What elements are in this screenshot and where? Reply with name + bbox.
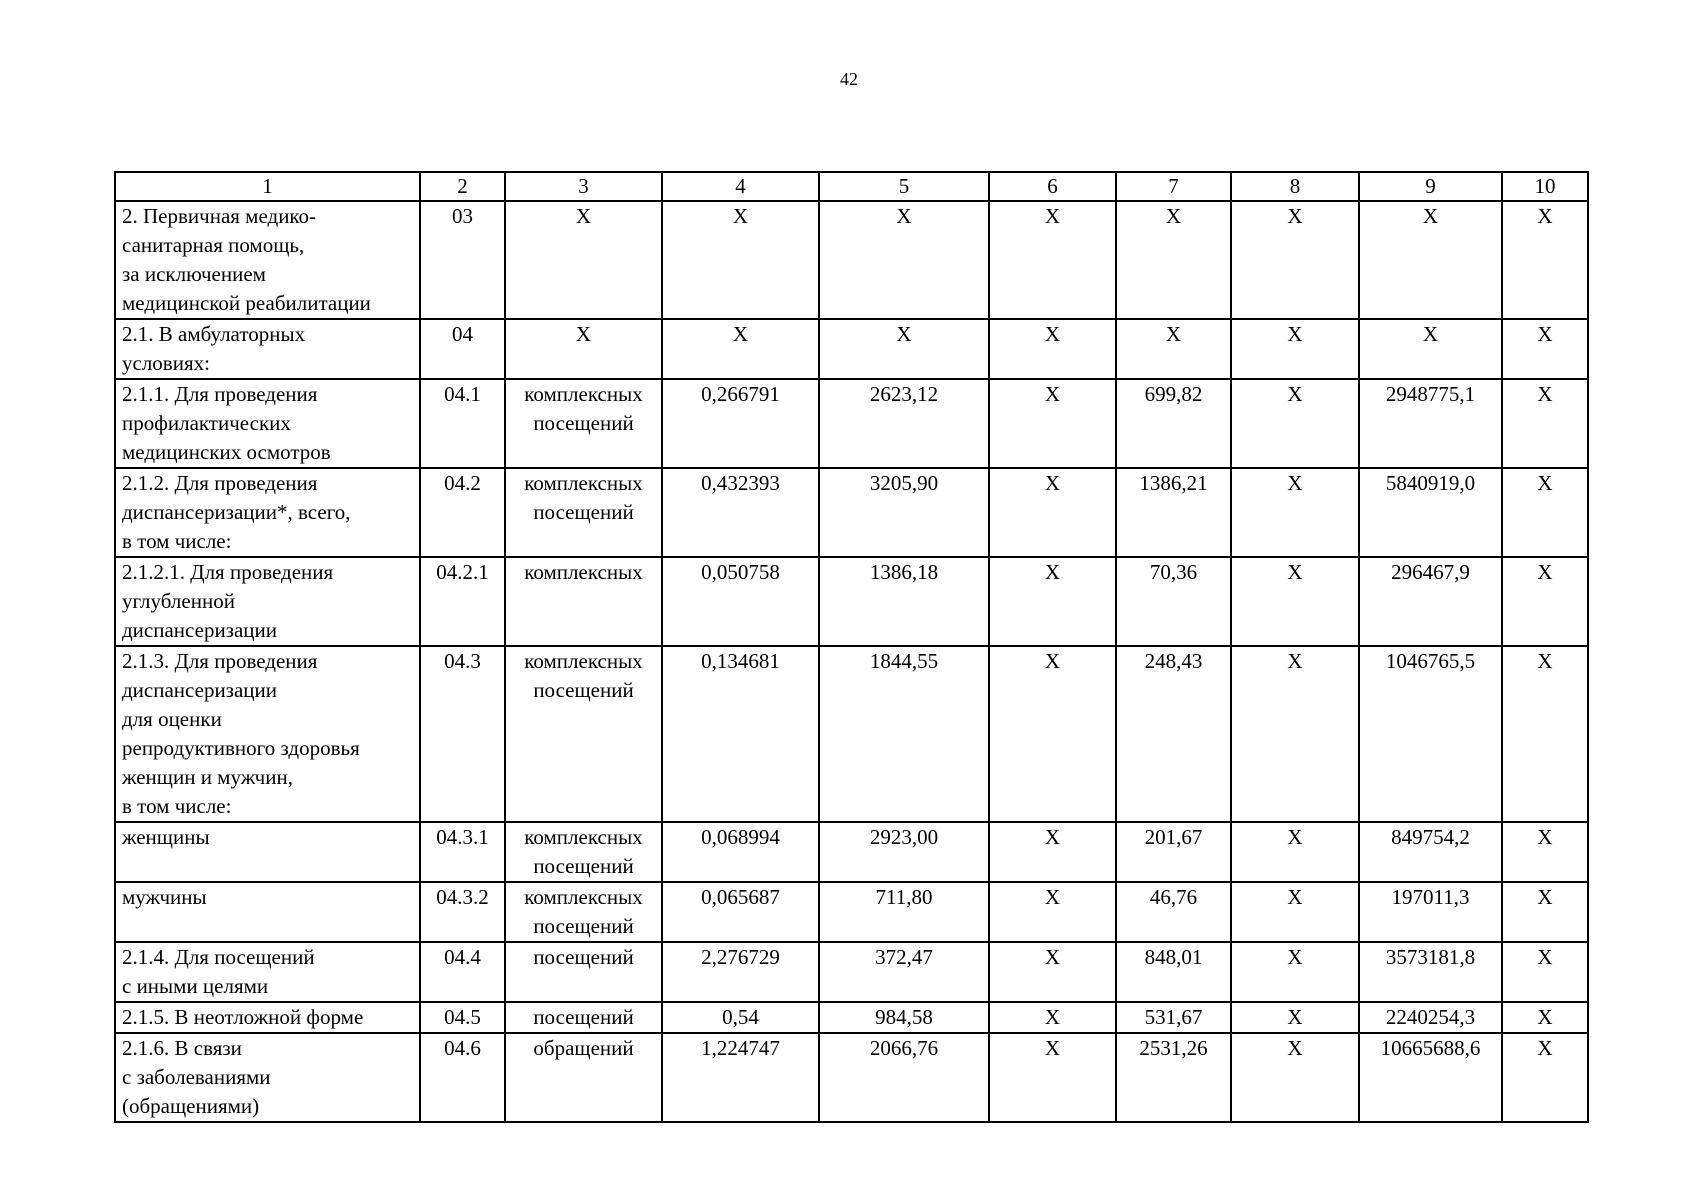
table-cell: 3205,90 — [819, 468, 989, 557]
row-unit-cell: комплексных посещений — [505, 468, 662, 557]
table-cell: 2531,26 — [1116, 1033, 1231, 1122]
table-cell: Х — [662, 319, 819, 379]
table-cell: Х — [989, 1002, 1116, 1033]
table-cell: Х — [989, 822, 1116, 882]
table-cell: 2066,76 — [819, 1033, 989, 1122]
table-row — [115, 822, 1588, 882]
table-cell: Х — [1359, 201, 1502, 319]
table-cell: 5840919,0 — [1359, 468, 1502, 557]
table-cell: 0,54 — [662, 1002, 819, 1033]
column-header-9: 9 — [1359, 172, 1502, 201]
row-code-cell: 04.2.1 — [420, 557, 505, 646]
table-cell: 201,67 — [1116, 822, 1231, 882]
row-code-cell: 04.4 — [420, 942, 505, 1002]
table-header-row — [115, 172, 1588, 201]
column-header-3: 3 — [505, 172, 662, 201]
table-cell: Х — [989, 1033, 1116, 1122]
row-unit-cell: Х — [505, 201, 662, 319]
table-cell: 197011,3 — [1359, 882, 1502, 942]
table-cell: Х — [1502, 822, 1588, 882]
table-row — [115, 557, 1588, 646]
row-unit-cell: комплексных посещений — [505, 822, 662, 882]
table-cell: Х — [989, 942, 1116, 1002]
row-code-cell: 04.5 — [420, 1002, 505, 1033]
table-cell: Х — [1502, 201, 1588, 319]
table-row — [115, 201, 1588, 319]
row-name-cell: 2.1.2. Для проведения диспансеризации*, всего, в том числе: — [115, 468, 420, 557]
table-row — [115, 646, 1588, 822]
table-cell: Х — [1359, 319, 1502, 379]
row-unit-cell: комплексных посещений — [505, 646, 662, 822]
table-cell: 0,432393 — [662, 468, 819, 557]
data-table — [114, 171, 1589, 1123]
table-cell: Х — [1502, 1033, 1588, 1122]
table-cell: 849754,2 — [1359, 822, 1502, 882]
column-header-2: 2 — [420, 172, 505, 201]
table-cell: 0,266791 — [662, 379, 819, 468]
table-cell: 2623,12 — [819, 379, 989, 468]
row-name-cell: 2.1.2.1. Для проведения углубленной диспансеризации — [115, 557, 420, 646]
table-cell: 70,36 — [1116, 557, 1231, 646]
table-cell: Х — [1231, 882, 1359, 942]
table-cell: Х — [989, 201, 1116, 319]
table-cell: Х — [1502, 557, 1588, 646]
table-cell: 10665688,6 — [1359, 1033, 1502, 1122]
column-header-4: 4 — [662, 172, 819, 201]
table-cell: Х — [1116, 319, 1231, 379]
row-name-cell: 2.1.4. Для посещений с иными целями — [115, 942, 420, 1002]
table-cell: 372,47 — [819, 942, 989, 1002]
row-name-cell: 2.1.3. Для проведения диспансеризации для оценки репродуктивного здоровья женщин и мужчин, в том числе: — [115, 646, 420, 822]
table-cell: 531,67 — [1116, 1002, 1231, 1033]
row-code-cell: 04.2 — [420, 468, 505, 557]
table-cell: Х — [1231, 1002, 1359, 1033]
table-cell: 248,43 — [1116, 646, 1231, 822]
table-cell: 0,065687 — [662, 882, 819, 942]
table-cell: Х — [989, 882, 1116, 942]
table-cell: 2923,00 — [819, 822, 989, 882]
table-cell: 984,58 — [819, 1002, 989, 1033]
row-unit-cell: комплексных посещений — [505, 379, 662, 468]
table-cell: Х — [662, 201, 819, 319]
table-cell: Х — [1502, 379, 1588, 468]
row-code-cell: 04.1 — [420, 379, 505, 468]
row-name-cell: 2.1. В амбулаторных условиях: — [115, 319, 420, 379]
row-unit-cell: комплексных — [505, 557, 662, 646]
table-cell: 3573181,8 — [1359, 942, 1502, 1002]
row-unit-cell: обращений — [505, 1033, 662, 1122]
column-header-1: 1 — [115, 172, 420, 201]
row-unit-cell: комплексных посещений — [505, 882, 662, 942]
table-cell: Х — [989, 646, 1116, 822]
table-cell: 699,82 — [1116, 379, 1231, 468]
table-cell: 0,134681 — [662, 646, 819, 822]
table-cell: Х — [819, 201, 989, 319]
table-cell: 2,276729 — [662, 942, 819, 1002]
table-cell: Х — [1231, 557, 1359, 646]
row-name-cell: 2. Первичная медико- санитарная помощь, за исключением медицинской реабилитации — [115, 201, 420, 319]
column-header-5: 5 — [819, 172, 989, 201]
row-unit-cell: посещений — [505, 942, 662, 1002]
row-code-cell: 03 — [420, 201, 505, 319]
row-name-cell: 2.1.5. В неотложной форме — [115, 1002, 420, 1033]
row-name-cell: 2.1.6. В связи с заболеваниями (обращениями) — [115, 1033, 420, 1122]
table-cell: Х — [1231, 468, 1359, 557]
table-cell: Х — [1231, 646, 1359, 822]
table-cell: Х — [989, 468, 1116, 557]
row-name-cell: женщины — [115, 822, 420, 882]
table-cell: 848,01 — [1116, 942, 1231, 1002]
table-row — [115, 1033, 1588, 1122]
table-row — [115, 319, 1588, 379]
table-row — [115, 468, 1588, 557]
table-cell: Х — [989, 557, 1116, 646]
column-header-6: 6 — [989, 172, 1116, 201]
table-cell: 1046765,5 — [1359, 646, 1502, 822]
table-cell: 1386,21 — [1116, 468, 1231, 557]
table-cell: 296467,9 — [1359, 557, 1502, 646]
table-row — [115, 882, 1588, 942]
table-cell: Х — [1502, 468, 1588, 557]
row-name-cell: мужчины — [115, 882, 420, 942]
table-cell: 1,224747 — [662, 1033, 819, 1122]
row-code-cell: 04.3.2 — [420, 882, 505, 942]
table-cell: Х — [1116, 201, 1231, 319]
row-code-cell: 04.3.1 — [420, 822, 505, 882]
table-cell: 0,050758 — [662, 557, 819, 646]
table-cell: Х — [1231, 942, 1359, 1002]
table-cell: Х — [1502, 319, 1588, 379]
table-cell: Х — [819, 319, 989, 379]
table-cell: Х — [1231, 379, 1359, 468]
table-row — [115, 942, 1588, 1002]
table-cell: Х — [1231, 822, 1359, 882]
table-cell: Х — [1231, 201, 1359, 319]
page-number: 42 — [840, 69, 858, 89]
table-cell: Х — [989, 379, 1116, 468]
table-row — [115, 1002, 1588, 1033]
row-unit-cell: посещений — [505, 1002, 662, 1033]
table-cell: Х — [1231, 1033, 1359, 1122]
table-cell: 1844,55 — [819, 646, 989, 822]
table-cell: 711,80 — [819, 882, 989, 942]
row-unit-cell: Х — [505, 319, 662, 379]
table-cell: Х — [1231, 319, 1359, 379]
table-cell: Х — [1502, 1002, 1588, 1033]
table-cell: 2948775,1 — [1359, 379, 1502, 468]
table-cell: 1386,18 — [819, 557, 989, 646]
column-header-8: 8 — [1231, 172, 1359, 201]
row-code-cell: 04 — [420, 319, 505, 379]
column-header-7: 7 — [1116, 172, 1231, 201]
row-code-cell: 04.3 — [420, 646, 505, 822]
table-cell: Х — [1502, 942, 1588, 1002]
row-code-cell: 04.6 — [420, 1033, 505, 1122]
table-cell: 2240254,3 — [1359, 1002, 1502, 1033]
table-cell: Х — [989, 319, 1116, 379]
table-cell: 46,76 — [1116, 882, 1231, 942]
column-header-10: 10 — [1502, 172, 1588, 201]
table-cell: Х — [1502, 882, 1588, 942]
table-row — [115, 379, 1588, 468]
table-cell: Х — [1502, 646, 1588, 822]
row-name-cell: 2.1.1. Для проведения профилактических медицинских осмотров — [115, 379, 420, 468]
table-cell: 0,068994 — [662, 822, 819, 882]
